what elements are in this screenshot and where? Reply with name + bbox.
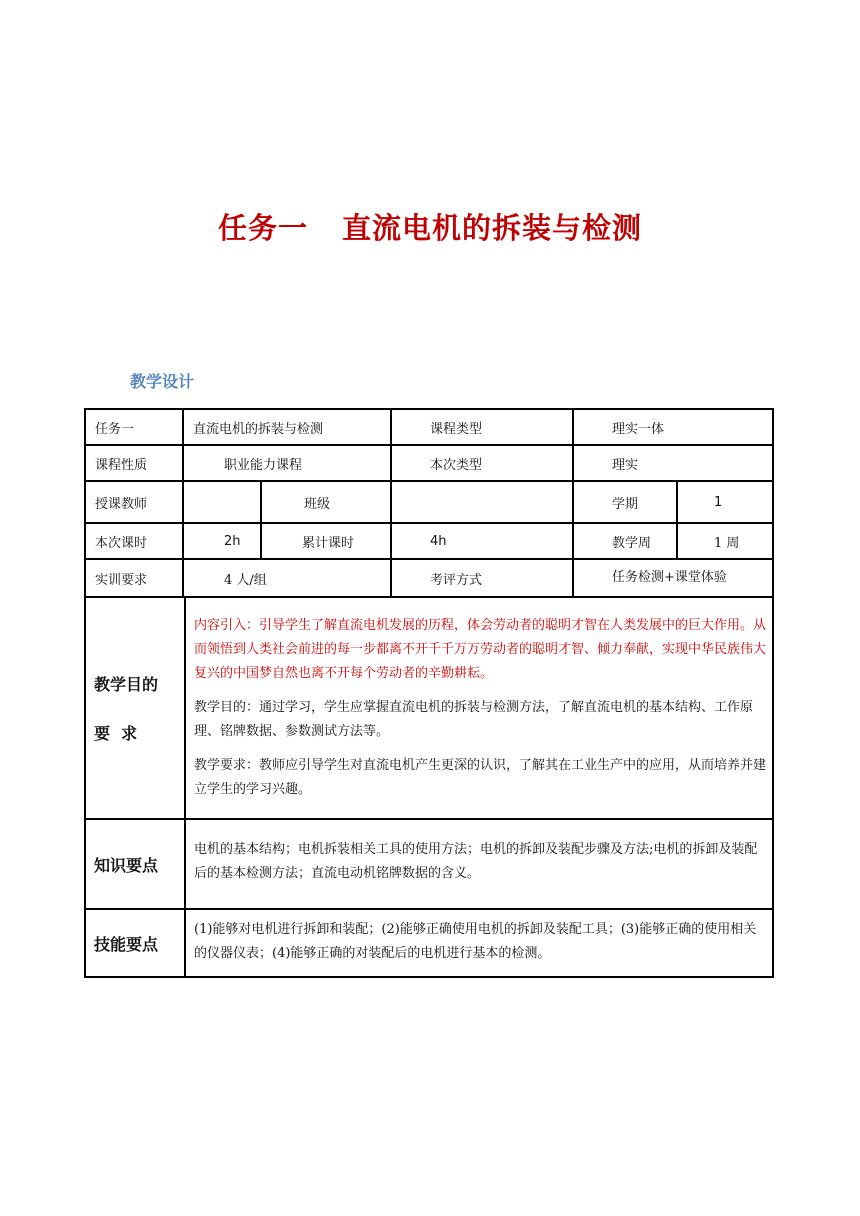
goals-label-line2: 要 求 xyxy=(94,724,138,743)
table-row xyxy=(84,446,774,482)
table-cell: 1 xyxy=(676,482,772,522)
title-task-name: 直流电机的拆装与检测 xyxy=(342,211,643,245)
title-task-number: 任务一 xyxy=(217,211,308,245)
goals-requirement: 教学要求：教师应引导学生对直流电机产生更深的认识，了解其在工业生产中的应用，从而培养并建立学生的学习兴趣。 xyxy=(194,758,767,797)
table-cell: 本次课时 xyxy=(95,535,148,551)
table-cell: 任务检测+课堂体验 xyxy=(572,560,772,596)
goals-label-line1: 教学目的 xyxy=(94,675,159,694)
knowledge-content xyxy=(184,820,772,908)
table-cell: 2h xyxy=(182,524,262,558)
table-cell: 实训要求 xyxy=(95,572,148,588)
skills-text: (1)能够对电机进行拆卸和装配；(2)能够正确使用电机的拆卸及装配工具；(3)能够正确的使用相关的仪器仪表；(4)能够正确的对装配后的电机进行基本的检测。 xyxy=(194,922,757,961)
table-row-knowledge xyxy=(84,820,774,910)
table-cell: 累计课时 xyxy=(260,524,392,558)
table-cell: 理实一体 xyxy=(572,410,772,444)
table-cell: 学期 xyxy=(572,482,678,522)
table-cell: 直流电机的拆装与检测 xyxy=(182,410,392,444)
table-row-skills xyxy=(84,910,774,978)
table-cell: 4h xyxy=(390,524,574,558)
table-cell: 课程类型 xyxy=(390,410,574,444)
table-cell: 任务一 xyxy=(95,421,135,437)
teaching-design-table xyxy=(84,408,774,978)
table-row xyxy=(84,482,774,524)
table-cell: 授课教师 xyxy=(95,496,148,512)
document-title xyxy=(0,206,860,247)
table-cell: 考评方式 xyxy=(390,560,574,596)
table-cell: 4 人/组 xyxy=(182,560,392,596)
knowledge-text: 电机的基本结构；电机拆装相关工具的使用方法；电机的拆卸及装配步骤及方法;电机的拆卸及装配后的基本检测方法；直流电动机铭牌数据的含义。 xyxy=(194,842,758,881)
skills-label-text: 技能要点 xyxy=(94,934,159,954)
table-cell xyxy=(182,482,262,522)
table-row xyxy=(84,524,774,560)
table-cell: 职业能力课程 xyxy=(182,446,392,480)
table-cell xyxy=(390,482,574,522)
table-cell: 班级 xyxy=(260,482,392,522)
table-row xyxy=(84,408,774,446)
table-cell: 课程性质 xyxy=(95,457,148,473)
goals-content xyxy=(184,598,772,818)
knowledge-label xyxy=(86,820,182,908)
goals-label xyxy=(86,598,182,818)
table-cell: 本次类型 xyxy=(390,446,574,480)
skills-content xyxy=(184,910,772,976)
table-row-goals xyxy=(84,598,774,820)
table-cell: 1 周 xyxy=(676,524,772,558)
table-row xyxy=(84,560,774,598)
table-cell: 理实 xyxy=(572,446,772,480)
table-cell: 教学周 xyxy=(572,524,678,558)
goals-intro: 内容引入：引导学生了解直流电机发展的历程，体会劳动者的聪明才智在人类发展中的巨大作用。从而领悟到人类社会前进的每一步都离不开千千万万劳动者的聪明才智、倾力奉献，实现中华民族伟大复兴的中国梦自然也离不开每个劳动者的辛勤耕耘。 xyxy=(194,618,767,681)
skills-label xyxy=(86,910,182,976)
goals-objective: 教学目的：通过学习，学生应掌握直流电机的拆装与检测方法，了解直流电机的基本结构、工作原理、铭牌数据、参数测试方法等。 xyxy=(194,700,754,739)
section-heading: 教学设计 xyxy=(130,372,195,391)
knowledge-label-text: 知识要点 xyxy=(94,855,159,875)
